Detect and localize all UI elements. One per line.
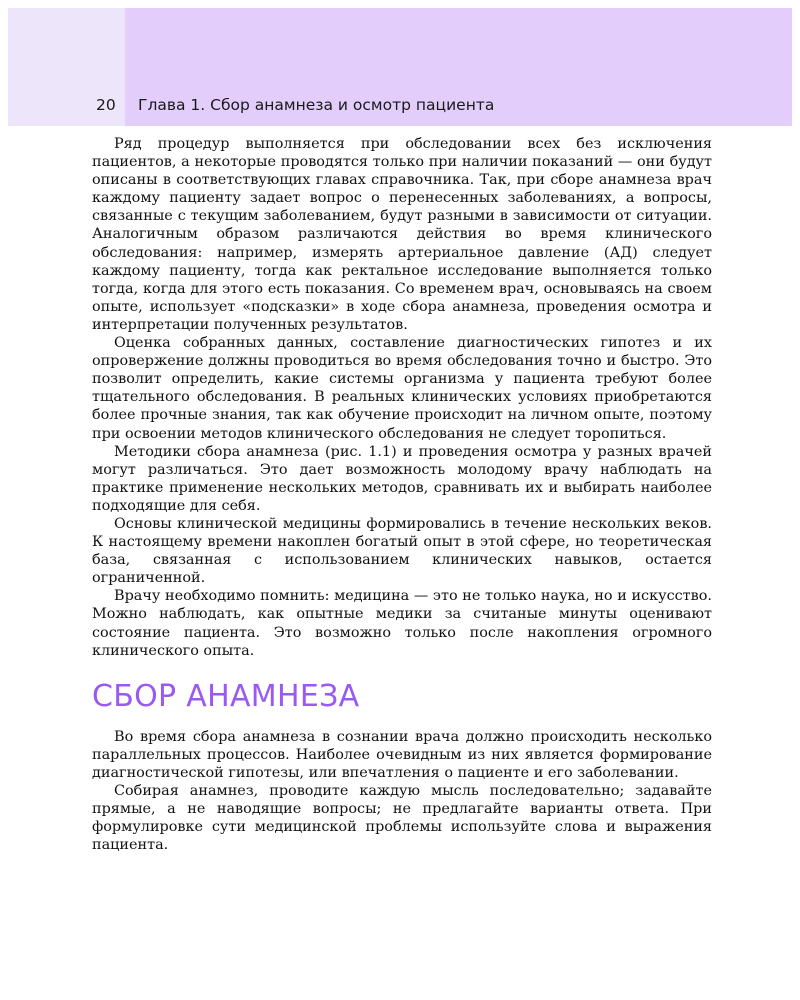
body-paragraph: Врачу необходимо помнить: медицина — это не только наука, но и искусство. Можно наблюдать, как опытные медики за считаные минуты оценивают состояние пациента. Это возможно только после накопления огромного клинического опыта. [92, 588, 712, 659]
section-paragraph: Собирая анамнез, проводите каждую мысль последовательно; задавайте прямые, а не наводящие вопросы; не предлагайте варианты ответа. При формулировке сути медицинской проблемы используйте слова и выражения пациента. [92, 783, 712, 854]
body-paragraph: Методики сбора анамнеза (рис. 1.1) и проведения осмотра у разных врачей могут различаться. Это дает возможность молодому врачу наблюдать на практике применение нескольких методов, сравнивать их и выбирать наиболее подходящие для себя. [92, 443, 712, 514]
page-content [92, 135, 712, 854]
page-number: 20 [96, 96, 116, 114]
body-paragraph: Основы клинической медицины формировались в течение нескольких веков. К настоящему времени накоплен богатый опыт в этой сфере, но теоретическая база, связанная с использованием клинических навыков, остается ограниченной. [92, 515, 712, 587]
chapter-title: Глава 1. Сбор анамнеза и осмотр пациента [138, 96, 495, 114]
running-header [96, 96, 494, 114]
body-paragraph: Ряд процедур выполняется при обследовании всех без исключения пациентов, а некоторые проводятся только при наличии показаний — они будут описаны в соответствующих главах справочника. Так, при сборе анамнеза врач каждому пациенту задает вопрос о перенесенных заболеваниях, а вопросы, связанные с текущим заболеванием, будут разными в зависимости от ситуации. Аналогичным образом различаются действия во время клинического обследования: например, измерять артериальное давление (АД) следует каждому пациенту, тогда как ректальное исследование выполняется только тогда, когда для этого есть показания. Со временем врач, основываясь на своем опыте, использует «подсказки» в ходе сбора анамнеза, проведения осмотра и интерпретации полученных результатов. [92, 136, 712, 333]
body-paragraph: Оценка собранных данных, составление диагностических гипотез и их опровержение должны проводиться во время обследования точно и быстро. Это позволит определить, какие системы организма у пациента требуют более тщательного обследования. В реальных клинических условиях приобретаются более прочные знания, так как обучение происходит на личном опыте, поэтому при освоении методов клинического обследования не следует торопиться. [92, 335, 712, 442]
section-title: СБОР АНАМНЕЗА [92, 678, 360, 714]
section-paragraph: Во время сбора анамнеза в сознании врача должно происходить несколько параллельных процессов. Наиболее очевидным из них является формирование диагностической гипотезы, или впечатления о пациенте и его заболевании. [92, 728, 712, 781]
